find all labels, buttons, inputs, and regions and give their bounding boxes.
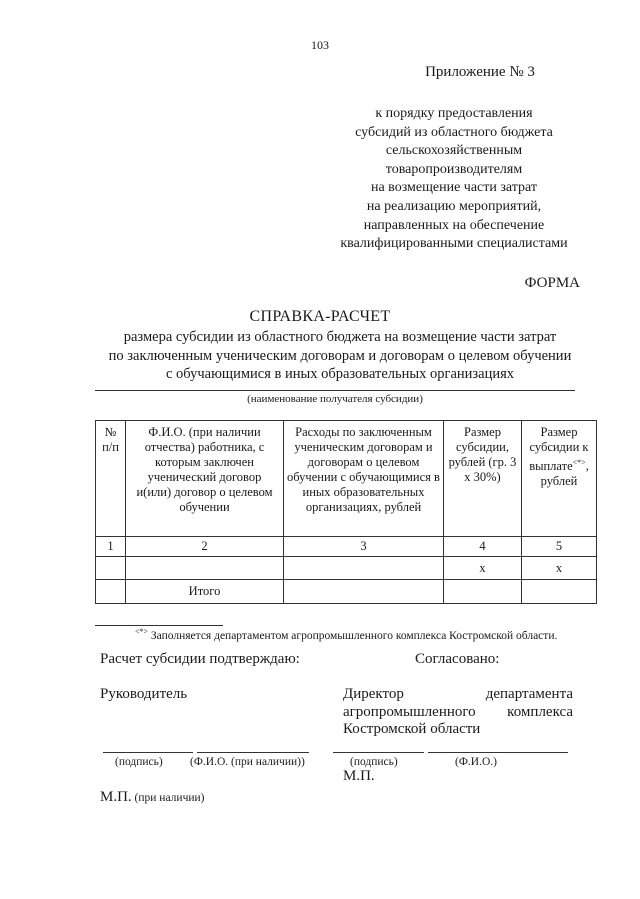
document-title: СПРАВКА-РАСЧЕТ <box>249 308 391 325</box>
column-number-cell: 3 <box>284 537 444 557</box>
footnote-marker: <*> <box>135 627 149 636</box>
head-signature-line[interactable] <box>103 752 193 753</box>
annex-line: сельскохозяйственным <box>385 143 523 159</box>
total-cell <box>96 580 126 604</box>
header-cell-payout <box>522 421 597 537</box>
director-title <box>343 686 573 739</box>
annex-line: субсидий из областного бюджета <box>355 124 553 140</box>
annex-title: Приложение № 3 <box>425 64 535 80</box>
stamp-place-right: М.П. <box>343 768 375 784</box>
head-name-line[interactable] <box>197 752 309 753</box>
annex-description <box>318 105 590 254</box>
recipient-line[interactable] <box>95 390 575 391</box>
page-number: 103 <box>311 38 329 52</box>
document-subtitle <box>60 328 620 384</box>
calculation-table <box>95 420 597 604</box>
name-caption: (Ф.И.О.) <box>455 756 497 768</box>
annex-line: на возмещение части затрат <box>370 180 538 196</box>
footnote-separator <box>95 625 223 626</box>
table-row <box>96 537 597 557</box>
data-cell: x <box>522 557 597 580</box>
footnote-marker: <*> <box>572 458 586 467</box>
subtitle-line: с обучающимися в иных образовательных организациях <box>165 366 515 383</box>
annex-line: на реализацию мероприятий, <box>366 198 542 214</box>
column-number-cell: 2 <box>126 537 284 557</box>
column-number-cell: 4 <box>444 537 522 557</box>
header-cell-expenses: Расходы по заключенным ученическим договорам и договорам о целевом обучении с обучающимися в иных образовательных организациях, рублей <box>284 421 444 537</box>
data-cell[interactable] <box>96 557 126 580</box>
annex-line: товаропроизводителям <box>385 161 523 177</box>
data-cell[interactable] <box>126 557 284 580</box>
signature-caption: (подпись) <box>350 756 398 768</box>
total-cell[interactable] <box>444 580 522 604</box>
total-row <box>96 580 597 604</box>
director-line: агропромышленного комплекса <box>343 703 573 720</box>
subtitle-line: размера субсидии из областного бюджета на возмещение части затрат <box>123 329 557 345</box>
stamp-note: (при наличии) <box>131 792 205 804</box>
director-signature-line[interactable] <box>333 752 424 753</box>
recipient-caption: (наименование получателя субсидии) <box>247 393 423 405</box>
table-row <box>96 557 597 580</box>
annex-line: направленных на обеспечение <box>363 217 545 233</box>
signature-caption: (подпись) <box>115 756 163 768</box>
data-cell: x <box>444 557 522 580</box>
table-header-row <box>96 421 597 537</box>
footnote-text: Заполняется департаментом агропромышленного комплекса Костромской области. <box>148 629 558 642</box>
annex-line: к порядку предоставления <box>375 106 533 121</box>
stamp-place-left <box>100 788 205 806</box>
total-cell[interactable] <box>284 580 444 604</box>
column-number-cell: 1 <box>96 537 126 557</box>
header-cell-name: Ф.И.О. (при наличии отчества) работника, с которым заключен ученический договор и(или) договор о целевом обучении <box>126 421 284 537</box>
total-cell[interactable] <box>522 580 597 604</box>
form-label: ФОРМА <box>524 275 580 291</box>
director-name-line[interactable] <box>428 752 568 753</box>
director-line: Костромской области <box>343 721 481 737</box>
confirm-label: Расчет субсидии подтверждаю: <box>100 651 300 667</box>
head-label: Руководитель <box>100 686 188 702</box>
data-cell[interactable] <box>284 557 444 580</box>
subtitle-line: по заключенным ученическим договорам и договорам о целевом обучении <box>108 347 572 364</box>
name-caption: (Ф.И.О. (при наличии)) <box>190 756 305 768</box>
director-line: Директор департамента <box>343 686 573 702</box>
stamp-label: М.П. <box>100 789 132 805</box>
agreed-label: Согласовано: <box>415 651 500 667</box>
total-label: Итого <box>126 580 284 604</box>
header-cell-subsidy: Размер субсидии, рублей (гр. 3 x 30%) <box>444 421 522 537</box>
annex-line: квалифицированными специалистами <box>340 236 568 252</box>
payout-header-text: Размер субсидии к выплате <box>529 425 589 474</box>
payout-header-unit: , рублей <box>540 459 589 489</box>
column-number-cell: 5 <box>522 537 597 557</box>
header-cell-number: № п/п <box>96 421 126 537</box>
footnote <box>135 627 557 642</box>
